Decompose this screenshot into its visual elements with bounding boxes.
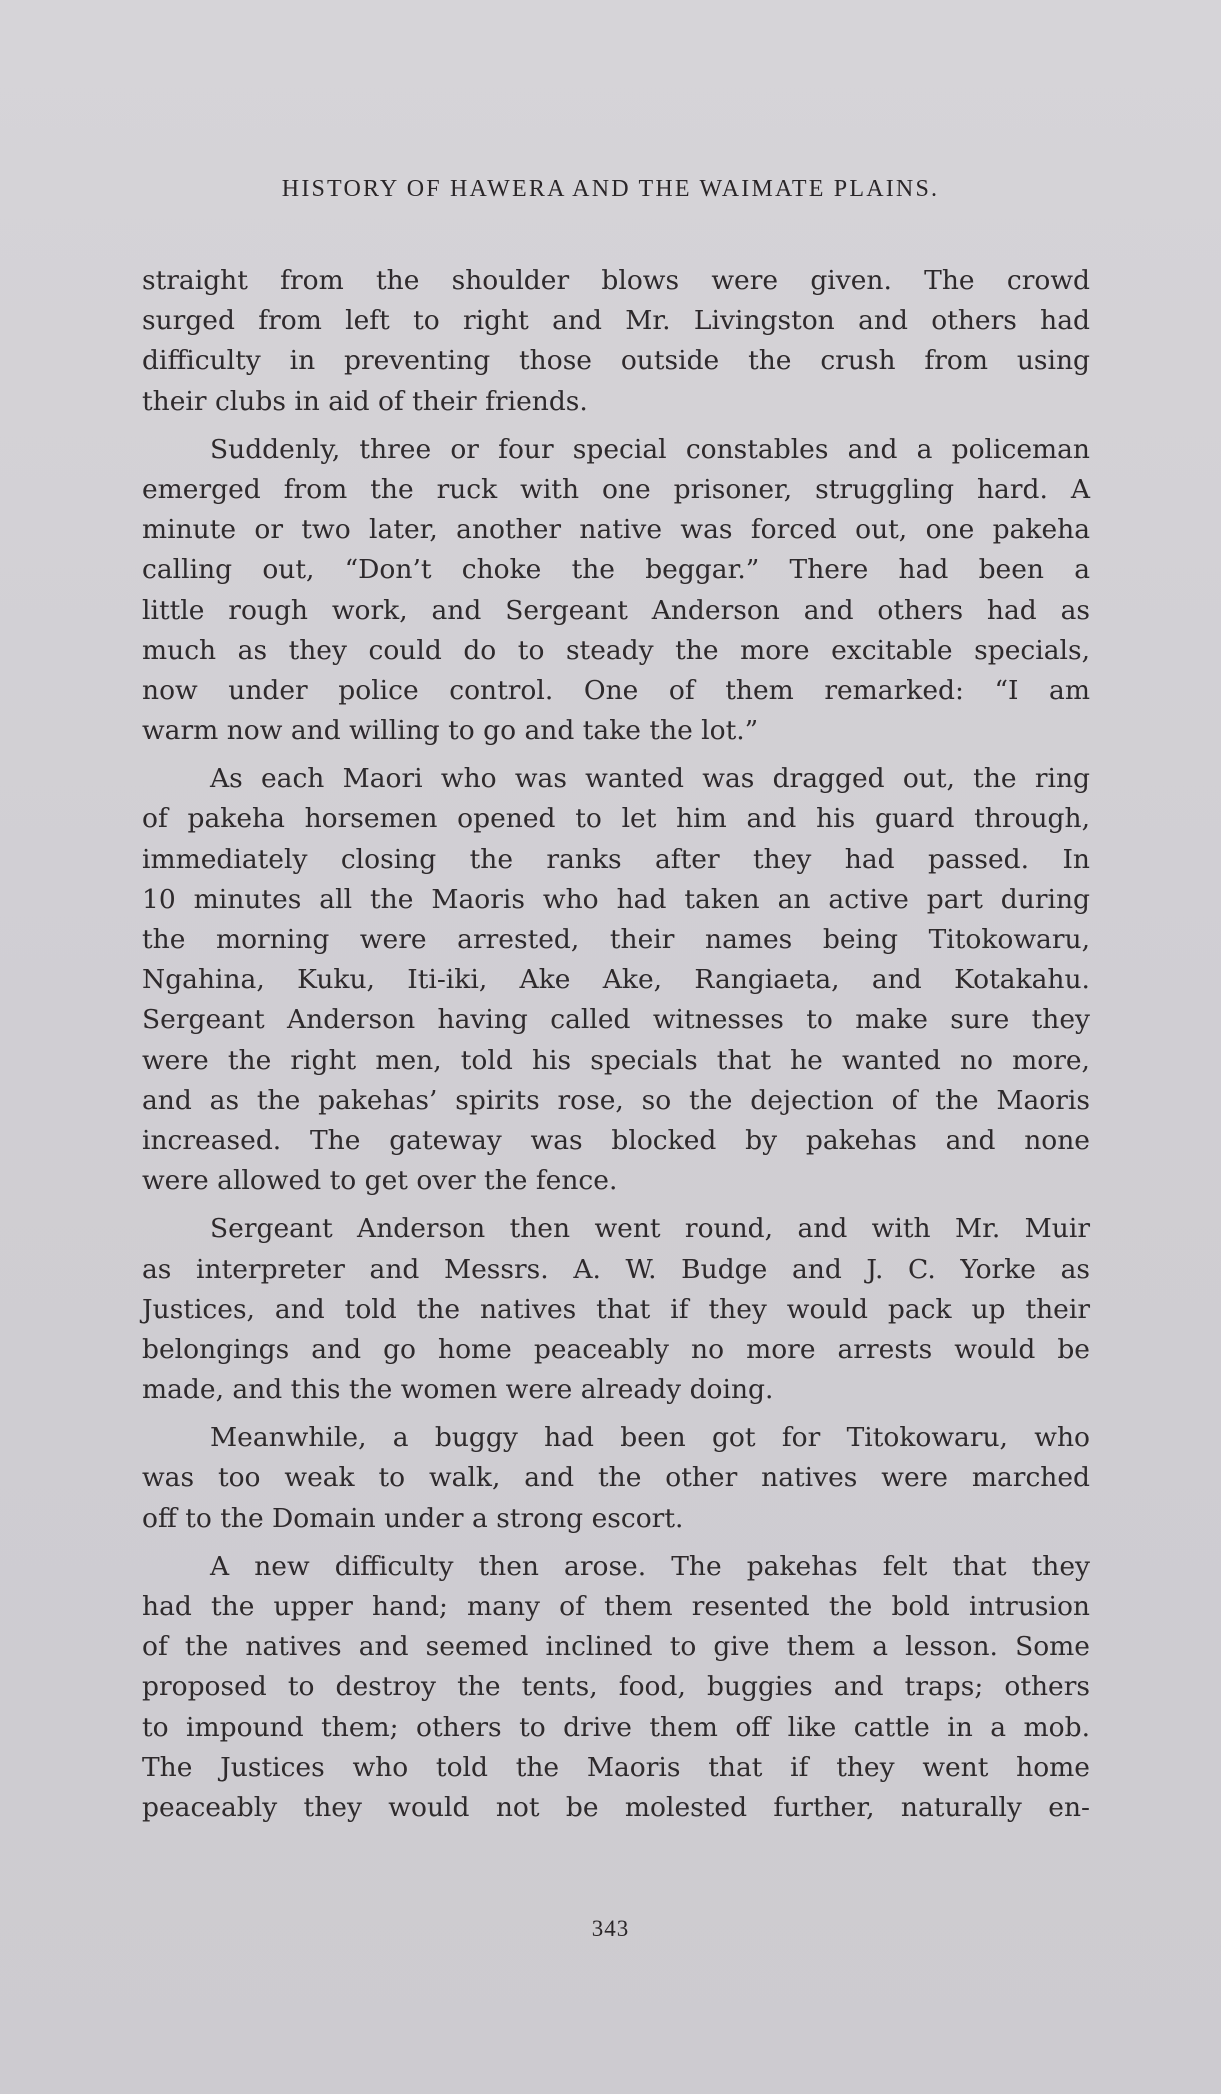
- text-line: Justices, and told the natives that if they would pack up their: [142, 1293, 1090, 1325]
- text-line: straight from the shoulder blows were given. The crowd: [142, 265, 1090, 296]
- text-line: to impound them; others to drive them off like cattle in a mob.: [142, 1711, 1090, 1743]
- text-line: emerged from the ruck with one prisoner, struggling hard. A: [142, 473, 1090, 505]
- text-line: and as the pakehas’ spirits rose, so the dejection of the Maoris: [142, 1084, 1090, 1116]
- body-text: [142, 261, 1090, 1836]
- text-line: Sergeant Anderson then went round, and with Mr. Muir: [210, 1213, 1090, 1245]
- page-number: 343: [591, 1916, 630, 1941]
- text-line: little rough work, and Sergeant Anderson and others had as: [142, 594, 1090, 626]
- text-line: Ngahina, Kuku, Iti-iki, Ake Ake, Rangiaeta, and Kotakahu.: [142, 964, 1090, 996]
- text-line: much as they could do to steady the more excitable specials,: [142, 634, 1090, 666]
- paragraph: [142, 1209, 1090, 1410]
- text-line: surged from left to right and Mr. Livingston and others had: [142, 305, 1090, 337]
- text-line: 10 minutes all the Maoris who had taken an active part during: [142, 883, 1090, 915]
- text-line: the morning were arrested, their names being Titokowaru,: [142, 924, 1090, 955]
- text-line: As each Maori who was wanted was dragged out, the ring: [210, 763, 1090, 795]
- running-header: HISTORY OF HAWERA AND THE WAIMATE PLAINS.: [281, 176, 940, 202]
- text-line: was too weak to walk, and the other natives were marched: [142, 1462, 1090, 1494]
- text-line: A new difficulty then arose. The pakehas felt that they: [210, 1550, 1090, 1582]
- text-line: now under police control. One of them remarked: “I am: [142, 674, 1090, 706]
- text-line: their clubs in aid of their friends.: [142, 385, 588, 417]
- text-line: calling out, “Don’t choke the beggar.” There had been a: [142, 554, 1090, 586]
- text-line: as interpreter and Messrs. A. W. Budge and J. C. Yorke as: [142, 1253, 1090, 1285]
- text-line: off to the Domain under a strong escort.: [142, 1502, 684, 1534]
- text-line: minute or two later, another native was forced out, one pakeha: [142, 514, 1090, 546]
- text-line: of pakeha horsemen opened to let him and his guard through,: [142, 803, 1090, 835]
- text-line: of the natives and seemed inclined to give them a lesson. Some: [142, 1631, 1090, 1663]
- text-line: Suddenly, three or four special constables and a policeman: [210, 433, 1090, 465]
- paragraph: [142, 1547, 1090, 1828]
- text-line: increased. The gateway was blocked by pakehas and none: [142, 1124, 1090, 1156]
- paragraph: [142, 430, 1090, 752]
- text-line: made, and this the women were already doing.: [142, 1374, 774, 1406]
- text-line: difficulty in preventing those outside the crush from using: [142, 345, 1090, 377]
- text-line: had the upper hand; many of them resented the bold intrusion: [142, 1591, 1090, 1622]
- text-line: belongings and go home peaceably no more arrests would be: [142, 1333, 1090, 1365]
- text-line: Meanwhile, a buggy had been got for Titokowaru, who: [210, 1422, 1090, 1454]
- text-line: warm now and willing to go and take the lot.”: [142, 715, 759, 747]
- text-line: were the right men, told his specials that he wanted no more,: [142, 1044, 1090, 1076]
- text-line: Sergeant Anderson having called witnesses to make sure they: [142, 1004, 1090, 1036]
- paragraph: [142, 759, 1090, 1201]
- text-line: peaceably they would not be molested further, naturally en-: [142, 1791, 1090, 1823]
- text-line: The Justices who told the Maoris that if they went home: [142, 1751, 1090, 1783]
- paragraph: [142, 261, 1090, 422]
- text-line: immediately closing the ranks after they had passed. In: [142, 843, 1090, 875]
- paragraph: [142, 1418, 1090, 1539]
- text-line: were allowed to get over the fence.: [142, 1165, 618, 1197]
- text-line: proposed to destroy the tents, food, buggies and traps; others: [142, 1671, 1090, 1703]
